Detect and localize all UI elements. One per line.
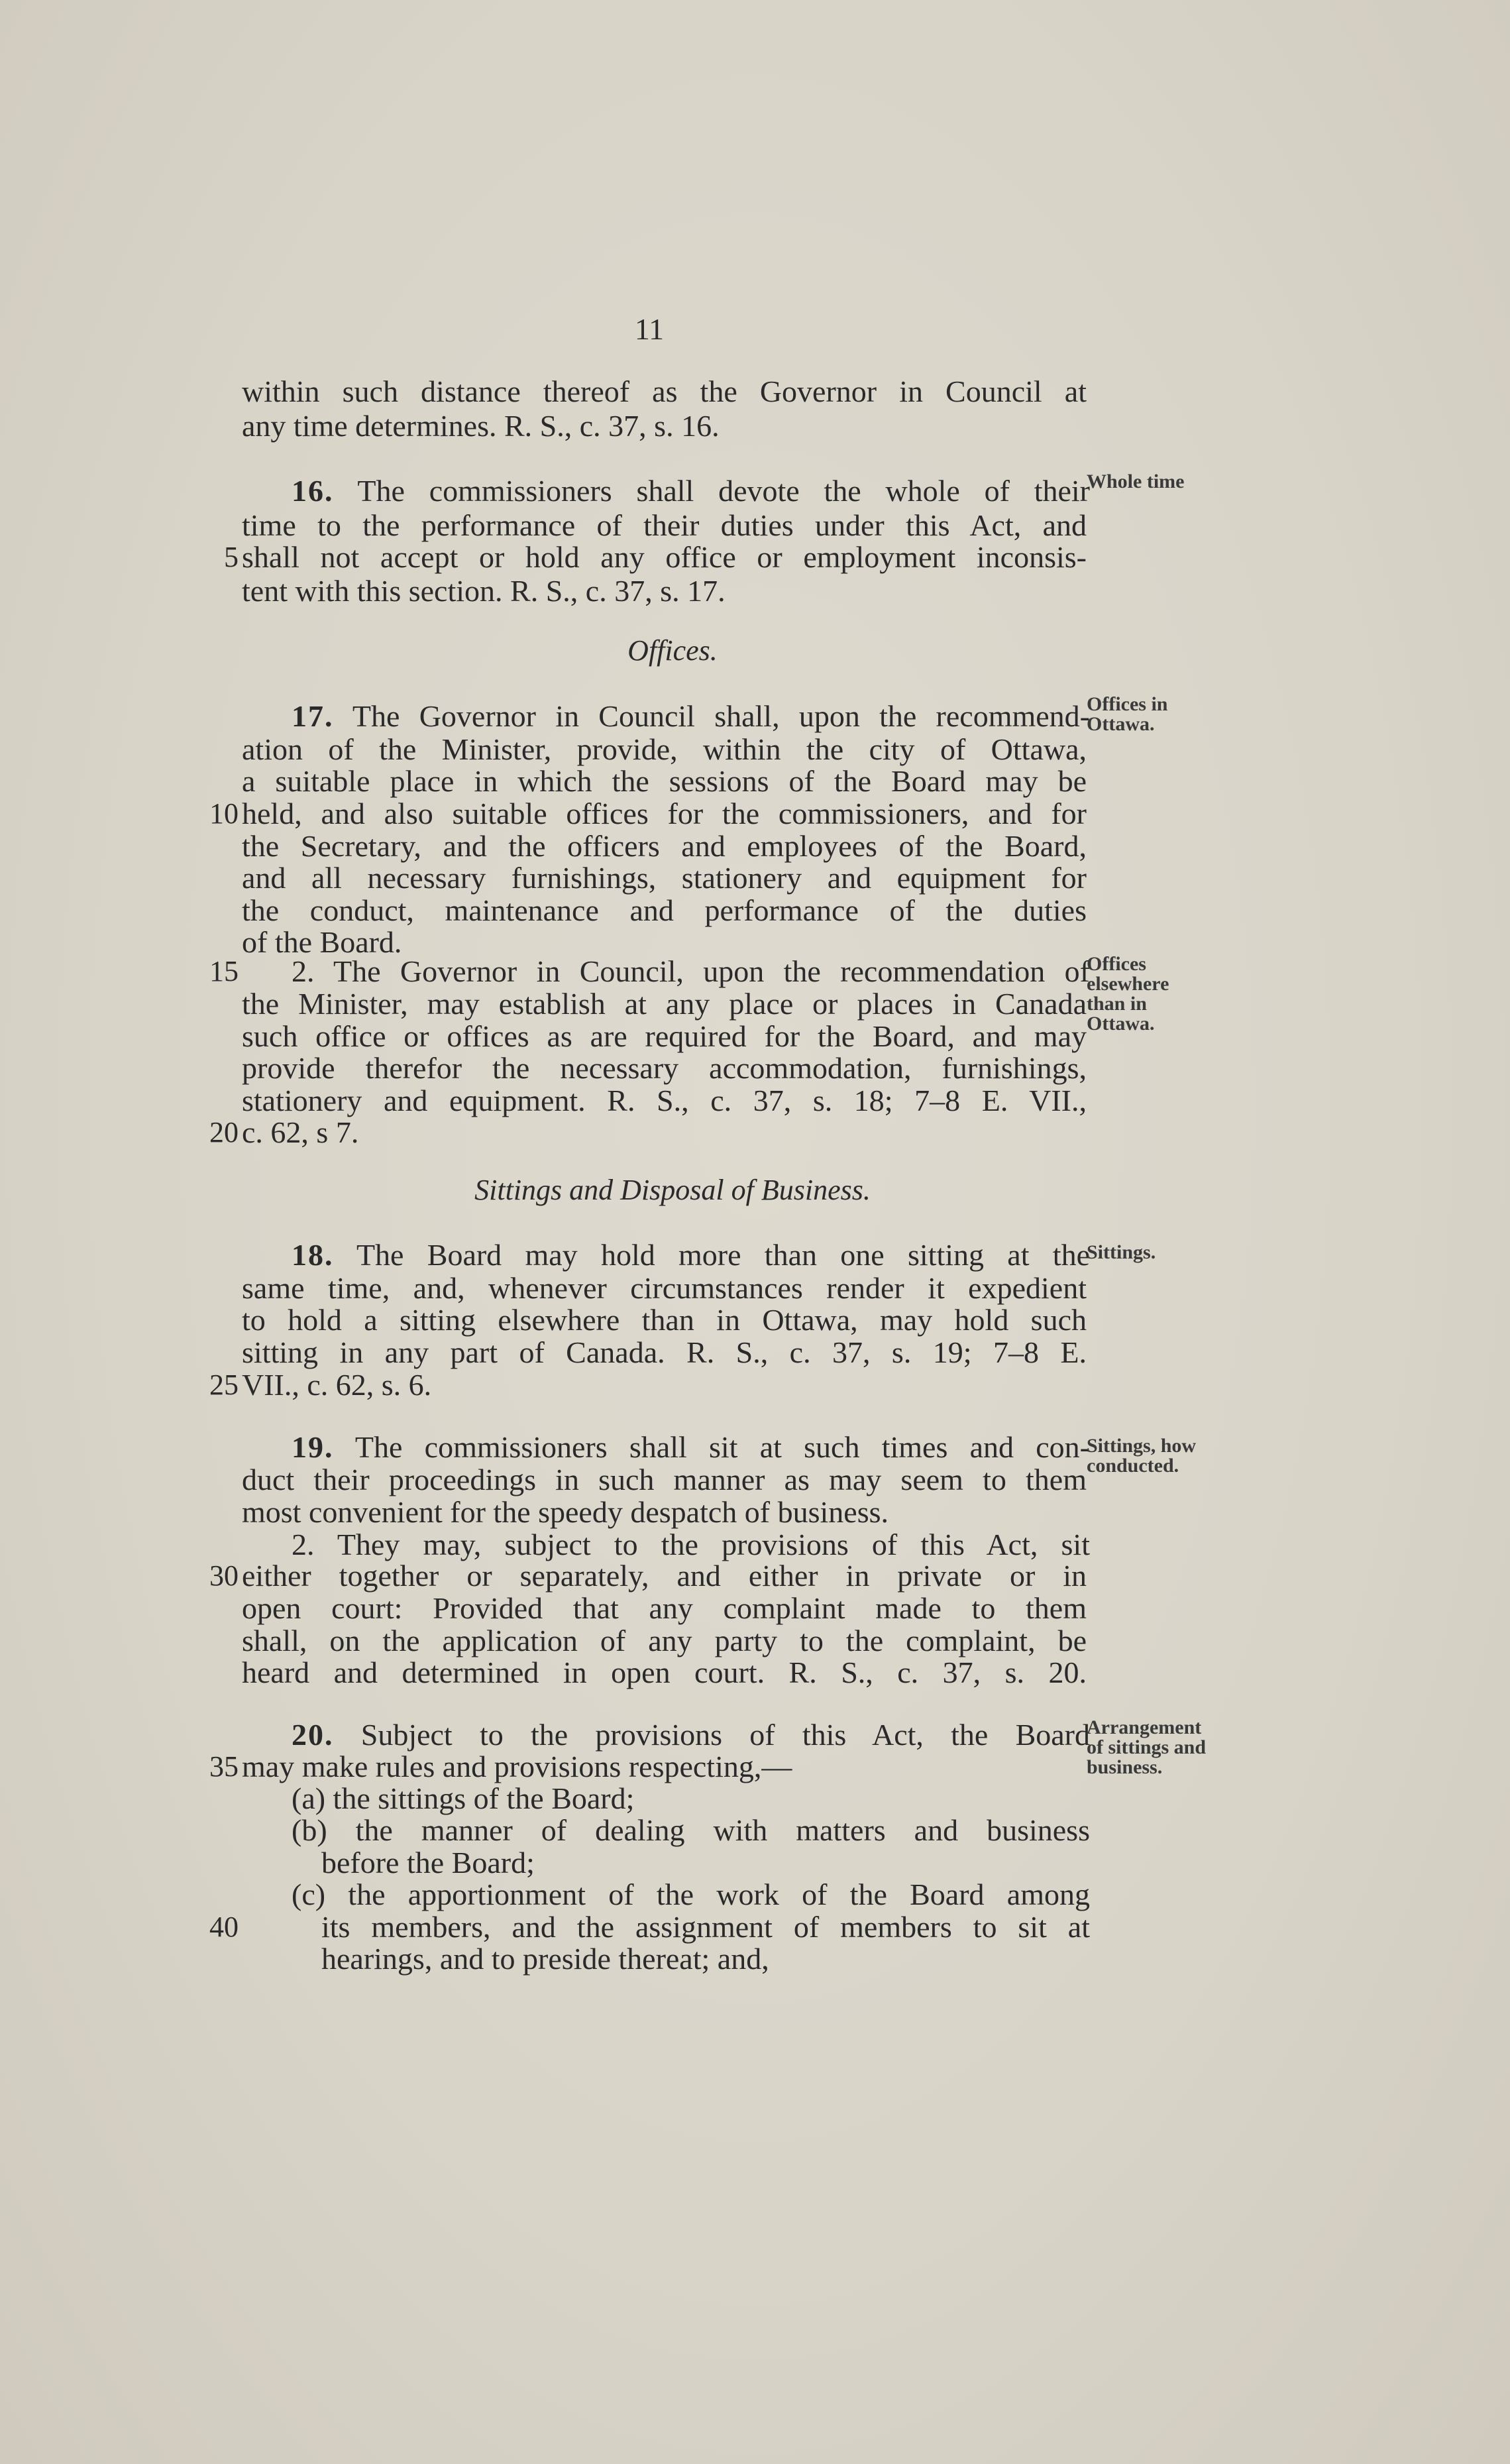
line-text: The Governor in Council shall, upon the recommend- <box>333 699 1090 733</box>
margin-note-sittings-how: Sittings, how conducted. <box>1087 1435 1197 1477</box>
text-line: shall, on the application of any party to the complaint, be <box>242 1624 1087 1657</box>
list-item-continuation: before the Board; <box>321 1846 535 1879</box>
line-text: The commissioners shall devote the whole of their <box>333 474 1090 508</box>
line-text: The commissioners shall sit at such times and con- <box>333 1430 1090 1464</box>
text-line: ation of the Minister, provide, within the city of Ottawa, <box>242 732 1087 766</box>
text-line: same time, and, whenever circumstances render it expedient <box>242 1271 1087 1305</box>
section-number: 16. <box>292 474 334 508</box>
margin-note-offices-in-ottawa: Offices in Ottawa. <box>1087 693 1168 735</box>
line-number: 20 <box>209 1116 239 1148</box>
text-line: to hold a sitting elsewhere than in Ottawa, may hold such <box>242 1303 1087 1337</box>
section-heading-sittings: Sittings and Disposal of Business. <box>474 1174 871 1206</box>
text-line: stationery and equipment. R. S., c. 37, s. 18; 7–8 E. VII., <box>242 1084 1087 1117</box>
list-item: (a) the sittings of the Board; <box>292 1781 635 1815</box>
margin-note-arrangement: Arrangement of sittings and business. <box>1087 1716 1207 1778</box>
line-number: 25 <box>209 1369 239 1401</box>
list-item-continuation: its members, and the assignment of members to sit at <box>321 1910 1090 1944</box>
list-item: (b) the manner of dealing with matters and business <box>292 1813 1090 1847</box>
text-line: VII., c. 62, s. 6. <box>242 1368 432 1402</box>
text-line: tent with this section. R. S., c. 37, s. 17. <box>242 574 726 608</box>
line-text: The Board may hold more than one sitting at the <box>333 1238 1090 1272</box>
text-line: most convenient for the speedy despatch of business. <box>242 1495 889 1529</box>
section-heading-offices: Offices. <box>627 634 718 667</box>
text-line: c. 62, s 7. <box>242 1115 359 1149</box>
text-line <box>292 699 1090 734</box>
text-line <box>292 1238 1090 1272</box>
line-number: 35 <box>209 1750 239 1783</box>
list-item-continuation: hearings, and to preside thereat; and, <box>321 1942 769 1976</box>
margin-note-whole-time: Whole time <box>1087 471 1185 492</box>
margin-note-sittings: Sittings. <box>1087 1241 1156 1263</box>
text-line: the conduct, maintenance and performance of the duties <box>242 893 1087 927</box>
text-line: within such distance thereof as the Governor in Council at <box>242 374 1087 408</box>
section-number: 19. <box>292 1430 334 1464</box>
text-line: and all necessary furnishings, stationery and equipment for <box>242 861 1087 895</box>
text-line: 2. The Governor in Council, upon the recommendation of <box>292 954 1090 988</box>
text-line: shall not accept or hold any office or employment inconsis- <box>242 540 1087 574</box>
line-number: 30 <box>209 1559 239 1592</box>
list-item: (c) the apportionment of the work of the Board among <box>292 1877 1090 1911</box>
page-number: 11 <box>634 312 665 346</box>
text-line: duct their proceedings in such manner as may seem to them <box>242 1463 1087 1496</box>
text-line: sitting in any part of Canada. R. S., c. 37, s. 19; 7–8 E. <box>242 1335 1087 1369</box>
text-line <box>292 474 1090 508</box>
text-line: heard and determined in open court. R. S., c. 37, s. 20. <box>242 1655 1087 1689</box>
line-number: 5 <box>224 541 239 573</box>
text-line: held, and also suitable offices for the commissioners, and for <box>242 797 1087 830</box>
text-line: may make rules and provisions respecting,— <box>242 1750 792 1783</box>
text-line <box>292 1430 1090 1465</box>
line-number: 10 <box>209 797 239 830</box>
section-number: 17. <box>292 699 334 733</box>
text-line: of the Board. <box>242 925 402 959</box>
text-line: open court: Provided that any complaint made to them <box>242 1591 1087 1625</box>
text-line: provide therefor the necessary accommodation, furnishings, <box>242 1051 1087 1085</box>
text-line: 2. They may, subject to the provisions of this Act, sit <box>292 1528 1090 1561</box>
margin-note-offices-elsewhere: Offices elsewhere than in Ottawa. <box>1087 953 1169 1035</box>
text-line: such office or offices as are required for the Board, and may <box>242 1019 1087 1053</box>
section-number: 20. <box>292 1718 334 1752</box>
section-number: 18. <box>292 1238 334 1272</box>
text-line: time to the performance of their duties under this Act, and <box>242 508 1087 542</box>
line-number: 15 <box>209 955 239 987</box>
text-line: any time determines. R. S., c. 37, s. 16. <box>242 409 720 443</box>
text-line: the Minister, may establish at any place or places in Canada <box>242 987 1087 1021</box>
line-number: 40 <box>209 1911 239 1943</box>
text-line: the Secretary, and the officers and employees of the Board, <box>242 829 1087 863</box>
text-line <box>292 1718 1090 1752</box>
line-text: Subject to the provisions of this Act, the Board <box>333 1718 1090 1752</box>
text-line: a suitable place in which the sessions of the Board may be <box>242 764 1087 798</box>
text-line: either together or separately, and either in private or in <box>242 1559 1087 1593</box>
